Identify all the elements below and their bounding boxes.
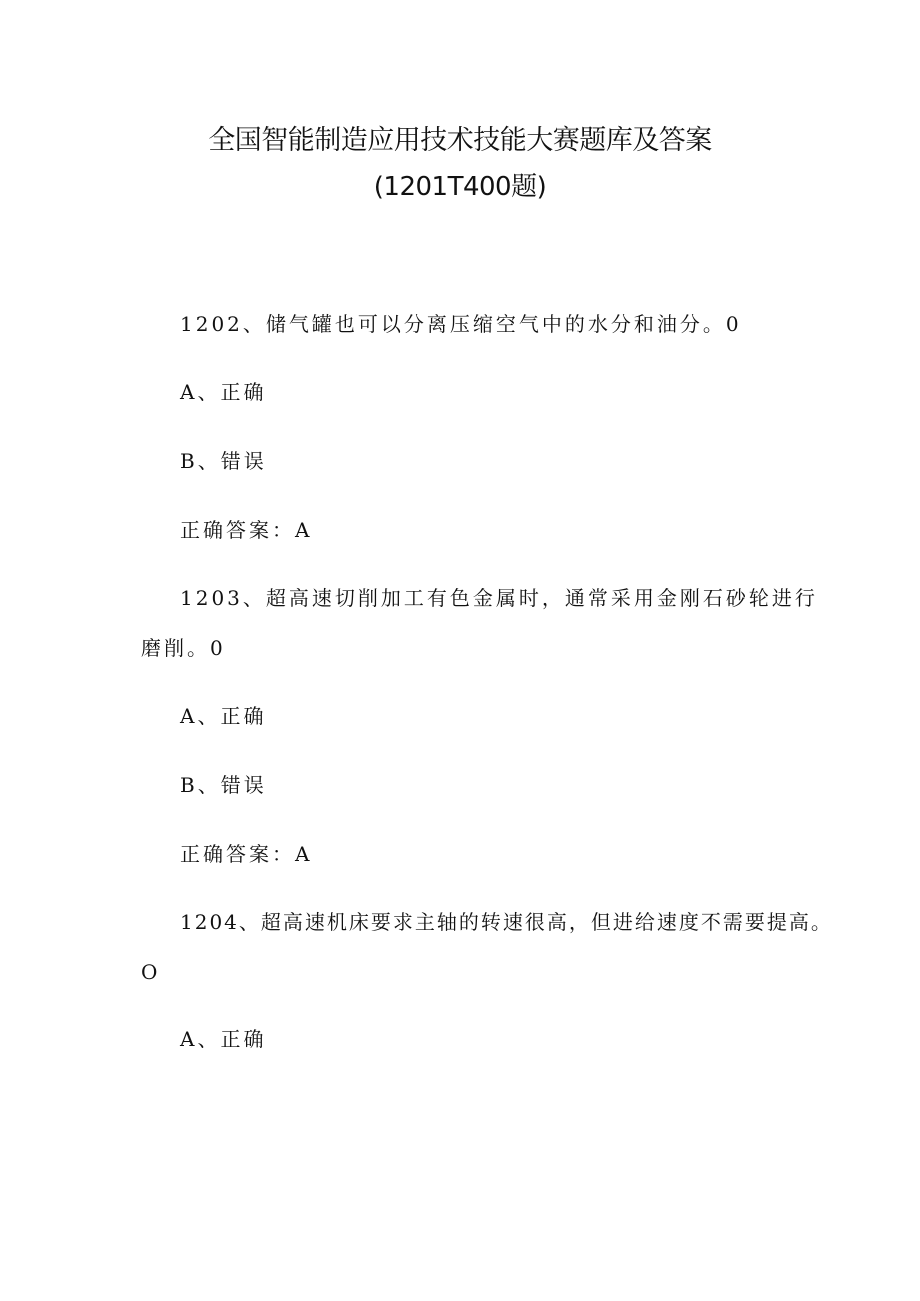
question-1202-option-b: B、错误 <box>180 449 267 473</box>
question-1202-text: 1202、储气罐也可以分离压缩空气中的水分和油分。0 <box>180 312 742 336</box>
document-subtitle: (1201T400题) <box>373 172 547 202</box>
question-1202-answer: 正确答案：A <box>180 518 313 542</box>
question-1204-text-continued: O <box>141 960 161 984</box>
question-1202-option-a: A、正确 <box>180 380 267 404</box>
question-1203-option-a: A、正确 <box>180 704 267 728</box>
question-1203-answer: 正确答案：A <box>180 842 313 866</box>
question-1203-option-b: B、错误 <box>180 773 267 797</box>
question-1204-text: 1204、超高速机床要求主轴的转速很高，但进给速度不需要提高。 <box>180 910 833 934</box>
document-title: 全国智能制造应用技术技能大赛题库及答案 <box>208 125 712 156</box>
question-1204-option-a: A、正确 <box>180 1027 267 1051</box>
question-1203-text-continued: 磨削。0 <box>141 636 226 660</box>
question-1203-text: 1203、超高速切削加工有色金属时，通常采用金刚石砂轮进行 <box>180 586 818 610</box>
